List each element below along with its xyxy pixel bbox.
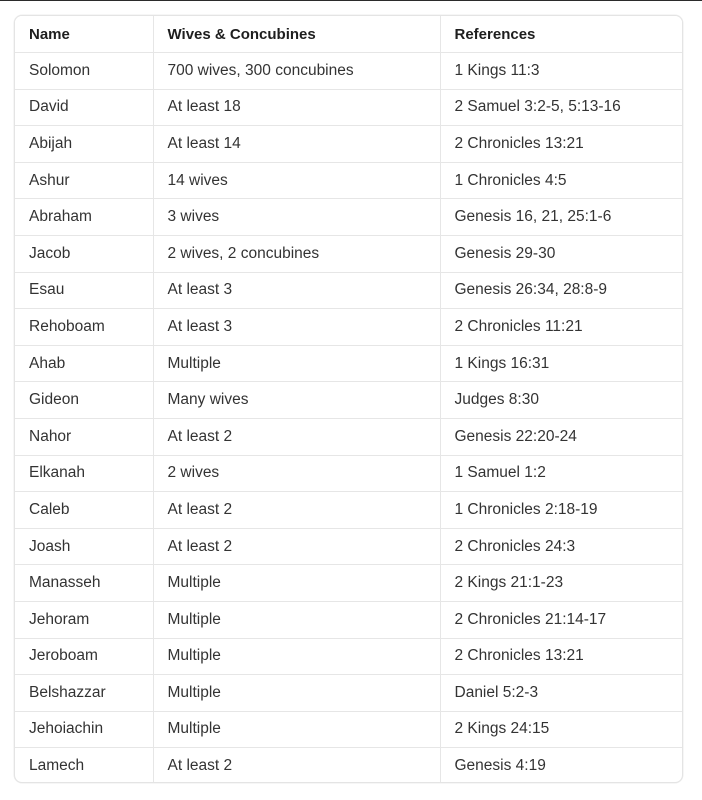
- cell-name: Rehoboam: [15, 309, 153, 346]
- table-row: [15, 565, 682, 602]
- cell-wives-concubines: At least 3: [153, 309, 440, 346]
- table-row: [15, 199, 682, 236]
- cell-wives-concubines: At least 3: [153, 272, 440, 309]
- cell-references: 1 Kings 16:31: [440, 345, 682, 382]
- cell-wives-concubines: Multiple: [153, 565, 440, 602]
- cell-references: 1 Chronicles 4:5: [440, 162, 682, 199]
- table-body: [15, 53, 682, 784]
- cell-wives-concubines: At least 2: [153, 492, 440, 529]
- top-divider: [0, 0, 702, 1]
- cell-references: 2 Kings 24:15: [440, 711, 682, 748]
- cell-references: 2 Chronicles 21:14-17: [440, 601, 682, 638]
- cell-references: 2 Chronicles 13:21: [440, 638, 682, 675]
- table-row: [15, 492, 682, 529]
- table-row: [15, 418, 682, 455]
- data-table-card: [14, 15, 683, 783]
- column-header-name: Name: [15, 16, 153, 53]
- cell-references: Daniel 5:2-3: [440, 675, 682, 712]
- cell-references: 2 Kings 21:1-23: [440, 565, 682, 602]
- cell-name: Lamech: [15, 748, 153, 783]
- cell-references: 1 Kings 11:3: [440, 53, 682, 90]
- table-header: [15, 16, 682, 53]
- cell-references: 1 Chronicles 2:18-19: [440, 492, 682, 529]
- cell-wives-concubines: 700 wives, 300 concubines: [153, 53, 440, 90]
- table-row: [15, 638, 682, 675]
- cell-wives-concubines: At least 2: [153, 528, 440, 565]
- cell-wives-concubines: 3 wives: [153, 199, 440, 236]
- cell-references: 2 Samuel 3:2-5, 5:13-16: [440, 89, 682, 126]
- cell-name: Ahab: [15, 345, 153, 382]
- header-row: [15, 16, 682, 53]
- cell-references: Genesis 26:34, 28:8-9: [440, 272, 682, 309]
- cell-name: Abraham: [15, 199, 153, 236]
- cell-name: Solomon: [15, 53, 153, 90]
- column-header-references: References: [440, 16, 682, 53]
- cell-references: Genesis 29-30: [440, 235, 682, 272]
- cell-name: Jehoram: [15, 601, 153, 638]
- table-row: [15, 455, 682, 492]
- cell-wives-concubines: At least 2: [153, 748, 440, 783]
- cell-name: Gideon: [15, 382, 153, 419]
- cell-wives-concubines: Multiple: [153, 675, 440, 712]
- table-row: [15, 528, 682, 565]
- cell-wives-concubines: At least 2: [153, 418, 440, 455]
- cell-wives-concubines: 2 wives, 2 concubines: [153, 235, 440, 272]
- cell-wives-concubines: Multiple: [153, 638, 440, 675]
- table-row: [15, 345, 682, 382]
- cell-references: 2 Chronicles 13:21: [440, 126, 682, 163]
- cell-name: Ashur: [15, 162, 153, 199]
- cell-wives-concubines: Multiple: [153, 345, 440, 382]
- cell-name: Joash: [15, 528, 153, 565]
- cell-name: Jeroboam: [15, 638, 153, 675]
- cell-wives-concubines: Many wives: [153, 382, 440, 419]
- cell-name: Belshazzar: [15, 675, 153, 712]
- table-row: [15, 235, 682, 272]
- cell-name: Jehoiachin: [15, 711, 153, 748]
- table-row: [15, 382, 682, 419]
- cell-name: Abijah: [15, 126, 153, 163]
- cell-wives-concubines: At least 14: [153, 126, 440, 163]
- cell-wives-concubines: At least 18: [153, 89, 440, 126]
- cell-wives-concubines: Multiple: [153, 711, 440, 748]
- table-row: [15, 601, 682, 638]
- cell-wives-concubines: 2 wives: [153, 455, 440, 492]
- cell-references: Genesis 4:19: [454, 757, 546, 775]
- column-header-wives: Wives & Concubines: [153, 16, 440, 53]
- table-row: [15, 53, 682, 90]
- cell-references: Genesis 22:20-24: [440, 418, 682, 455]
- cell-name: Elkanah: [15, 455, 153, 492]
- cell-name: Esau: [15, 272, 153, 309]
- wives-table: [15, 16, 682, 783]
- table-row: [15, 272, 682, 309]
- cell-name: Manasseh: [15, 565, 153, 602]
- cell-wives-concubines: Multiple: [153, 601, 440, 638]
- table-row: [15, 162, 682, 199]
- cell-wives-concubines: 14 wives: [153, 162, 440, 199]
- table-row: [15, 126, 682, 163]
- cell-references: 2 Chronicles 11:21: [440, 309, 682, 346]
- cell-references: 1 Samuel 1:2: [440, 455, 682, 492]
- table-row: [15, 309, 682, 346]
- cell-name: Jacob: [15, 235, 153, 272]
- table-row: [15, 89, 682, 126]
- table-row: [15, 711, 682, 748]
- cell-references: 2 Chronicles 24:3: [440, 528, 682, 565]
- cell-references: Genesis 16, 21, 25:1-6: [440, 199, 682, 236]
- table-row: [15, 748, 682, 783]
- cell-name: Nahor: [15, 418, 153, 455]
- cell-name: Caleb: [15, 492, 153, 529]
- table-row: [15, 675, 682, 712]
- cell-references: Judges 8:30: [440, 382, 682, 419]
- cell-name: David: [15, 89, 153, 126]
